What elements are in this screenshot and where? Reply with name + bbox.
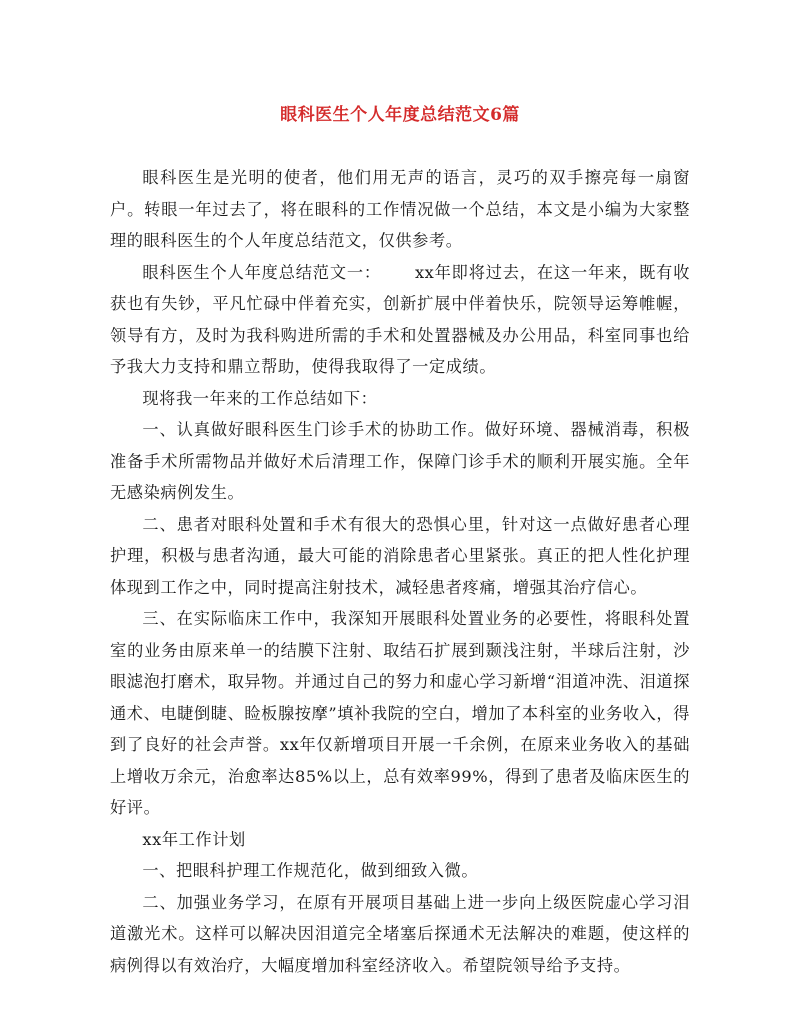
- sample-one-label: 眼科医生个人年度总结范文一：: [142, 262, 381, 282]
- sample-one-opening: xx年即将过去，在这一年来，既有收获也有失钞，平凡忙碌中伴着充实，创新扩展中伴着快乐，院领导运筹帷幄，领导有方，及时为我科购进所需的手术和处置器械及办公用品，科室同事也给予我大力支持和鼎立帮助，使得我取得了一定成绩。: [110, 262, 690, 376]
- work-item-1: 一、认真做好眼科医生门诊手术的协助工作。做好环境、器械消毒，积极准备手术所需物品并做好术后清理工作，保障门诊手术的顺利开展实施。全年无感染病例发生。: [110, 420, 690, 502]
- work-item-2: 二、患者对眼科处置和手术有很大的恐惧心里，针对这一点做好患者心理护理，积极与患者沟通，最大可能的消除患者心里紧张。真正的把人性化护理体现到工作之中，同时提高注射技术，减轻患者疼痛，增强其治疗信心。: [110, 514, 690, 597]
- plan-heading: xx年工作计划: [142, 829, 246, 849]
- document-title: 眼科医生个人年度总结范文6篇: [280, 105, 520, 125]
- sample-one-paragraph: [110, 257, 690, 383]
- intro-paragraph: 眼科医生是光明的使者，他们用无声的语言，灵巧的双手擦亮每一扇窗户。转眼一年过去了，将在眼科的工作情况做一个总结，本文是小编为大家整理的眼科医生的个人年度总结范文，仅供参考。: [110, 168, 690, 250]
- plan-item-2: 二、加强业务学习，在原有开展项目基础上进一步向上级医院虚心学习泪道激光术。这样可以解决因泪道完全堵塞后探通术无法解决的难题，使这样的病例得以有效治疗，大幅度增加科室经济收入。希望院领导给予支持。: [110, 892, 690, 975]
- plan-item-1: 一、把眼科护理工作规范化，做到细致入微。: [142, 861, 479, 880]
- document-page: [110, 100, 690, 981]
- summary-lead-paragraph: 现将我一年来的工作总结如下：: [142, 388, 378, 408]
- work-item-3: 三、在实际临床工作中，我深知开展眼科处置业务的必要性，将眼科处置室的业务由原来单一的结膜下注射、取结石扩展到颞浅注射，半球后注射，沙眼滤泡打磨术，取异物。并通过自己的努力和虚心学习新增“泪道冲洗、泪道探通术、电睫倒睫、睑板腺按摩”填补我院的空白，增加了本科室的业务收入，得到了良好的社会声誉。xx年仅新增项目开展一千余例，在原来业务收入的基础上增收万余元，治愈率达85%以上，总有效率99%，得到了患者及临床医生的好评。: [110, 609, 690, 817]
